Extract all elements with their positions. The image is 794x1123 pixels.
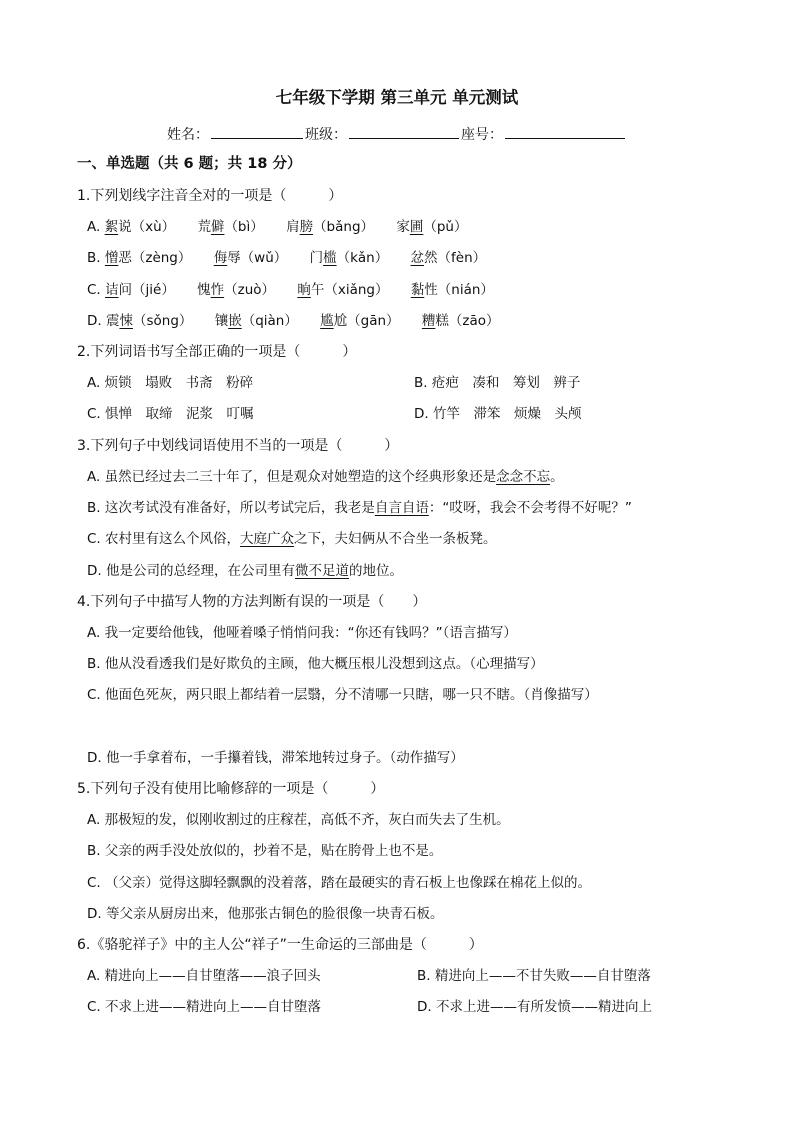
seat-label: 座号： <box>461 127 503 143</box>
section-heading: 一、单选题（共 6 题；共 18 分） <box>77 156 302 172</box>
question-5-option-c[interactable]: C. （父亲）觉得这脚轻飘飘的没着落，踏在最硬实的青石板上也像踩在棉花上似的。 <box>87 875 592 891</box>
question-2-option-b[interactable]: B. 疮疤 凑和 筹划 辨子 <box>414 375 581 391</box>
question-5-stem: 5.下列句子没有使用比喻修辞的一项是（ ） <box>77 781 385 797</box>
question-6-option-a[interactable]: A. 精进向上——自甘堕落——浪子回头 <box>87 968 321 984</box>
class-blank[interactable] <box>349 124 459 139</box>
question-2-stem: 2.下列词语书写全部正确的一项是（ ） <box>77 344 357 360</box>
page-title: 七年级下学期 第三单元 单元测试 <box>275 88 519 107</box>
question-3-option-b[interactable]: B. 这次考试没有准备好，所以考试完后，我老是自言自语：“哎呀，我会不会考得不好呢？” <box>87 500 632 516</box>
seat-blank[interactable] <box>505 124 625 139</box>
question-1-option-d[interactable]: D. 震悚（sǒng） 镶嵌（qiàn） 尴尬（gān） 糟糕（zāo） <box>87 313 500 329</box>
question-6-option-c[interactable]: C. 不求上进——精进向上——自甘堕落 <box>87 999 322 1015</box>
question-5-option-a[interactable]: A. 那极短的发，似刚收割过的庄稼茬，高低不齐，灰白而失去了生机。 <box>87 812 510 828</box>
name-label: 姓名： <box>167 127 209 143</box>
class-label: 班级： <box>305 127 347 143</box>
question-2-option-d[interactable]: D. 竹竿 滞笨 烦燥 头颅 <box>414 406 582 422</box>
question-3-stem: 3.下列句子中划线词语使用不当的一项是（ ） <box>77 438 399 454</box>
question-5-option-b[interactable]: B. 父亲的两手没处放似的，抄着不是，贴在胯骨上也不是。 <box>87 843 443 859</box>
question-1-option-a[interactable]: A. 絮说（xù） 荒僻（bì） 肩膀（bǎng） 家圃（pǔ） <box>87 219 468 235</box>
question-2-option-a[interactable]: A. 烦锁 塌败 书斋 粉碎 <box>87 375 254 391</box>
question-2-option-c[interactable]: C. 惧惮 取缔 泥浆 叮嘱 <box>87 406 254 422</box>
question-4-option-b[interactable]: B. 他从没看透我们是好欺负的主顾，他大概压根儿没想到这点。（心理描写） <box>87 656 544 672</box>
question-3-option-d[interactable]: D. 他是公司的总经理，在公司里有微不足道的地位。 <box>87 563 403 579</box>
question-6-stem: 6.《骆驼祥子》中的主人公“祥子”一生命运的三部曲是（ ） <box>77 937 483 953</box>
question-3-option-c[interactable]: C. 农村里有这么个风俗，大庭广众之下，夫妇俩从不合坐一条板凳。 <box>87 531 497 547</box>
question-1-option-b[interactable]: B. 憎恶（zèng） 侮辱（wǔ） 门槛（kǎn） 忿然（fèn） <box>87 250 487 266</box>
question-6-option-d[interactable]: D. 不求上进——有所发愤——精进向上 <box>417 999 652 1015</box>
question-1-stem: 1.下列划线字注音全对的一项是（ ） <box>77 188 343 204</box>
name-blank[interactable] <box>211 124 303 139</box>
question-4-option-a[interactable]: A. 我一定要给他钱，他哑着嗓子悄悄问我：“你还有钱吗？”（语言描写） <box>87 625 517 641</box>
student-info-line <box>0 124 794 145</box>
question-1-option-c[interactable]: C. 诘问（jié） 愧怍（zuò） 晌午（xiǎng） 黏性（nián） <box>87 282 494 298</box>
question-4-option-d[interactable]: D. 他一手拿着布，一手攥着钱，滞笨地转过身子。（动作描写） <box>87 750 464 766</box>
question-6-option-b[interactable]: B. 精进向上——不甘失败——自甘堕落 <box>417 968 651 984</box>
question-5-option-d[interactable]: D. 等父亲从厨房出来，他那张古铜色的脸很像一块青石板。 <box>87 906 444 922</box>
question-4-option-c[interactable]: C. 他面色死灰，两只眼上都结着一层翳，分不清哪一只瞎，哪一只不瞎。（肖像描写） <box>87 687 598 703</box>
question-3-option-a[interactable]: A. 虽然已经过去二三十年了，但是观众对她塑造的这个经典形象还是念念不忘。 <box>87 469 564 485</box>
question-4-stem: 4.下列句子中描写人物的方法判断有误的一项是（ ） <box>77 594 427 610</box>
